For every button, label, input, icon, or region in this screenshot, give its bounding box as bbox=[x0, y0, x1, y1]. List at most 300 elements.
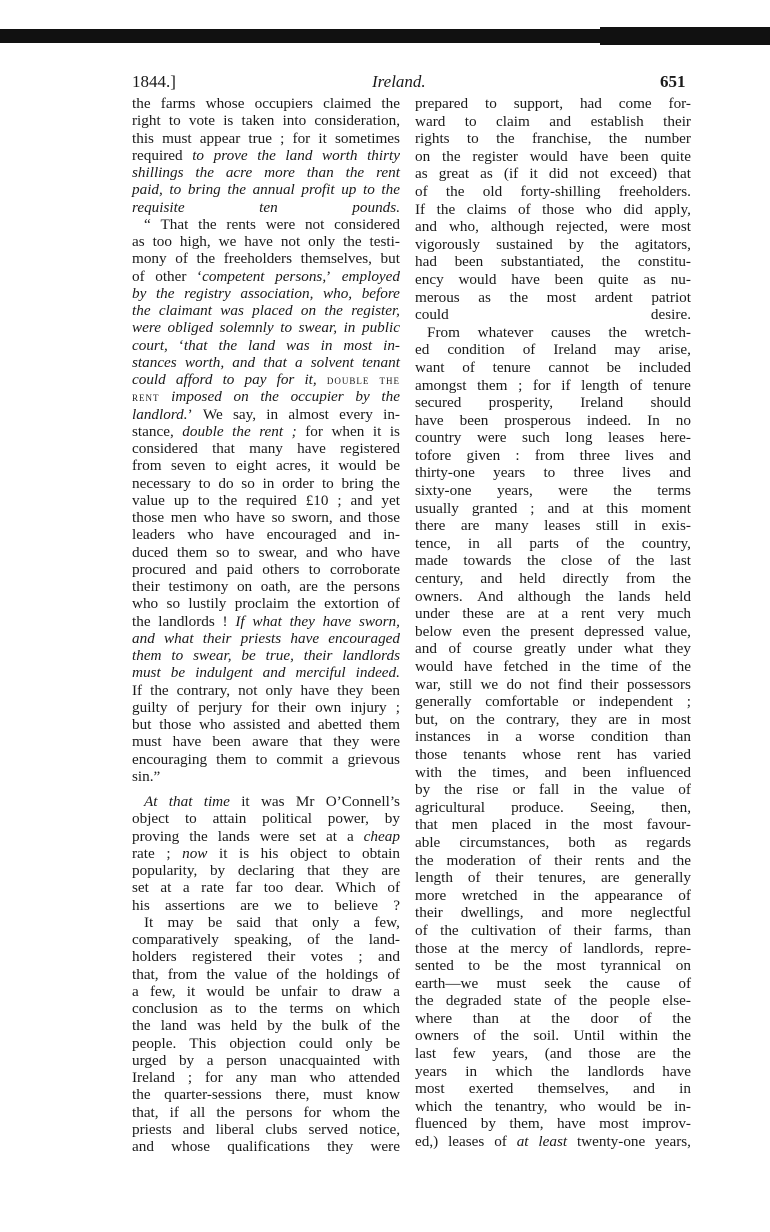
word bbox=[464, 658, 493, 676]
text-segment: them bbox=[477, 376, 508, 394]
text-segment: ; bbox=[337, 491, 342, 509]
text-segment: could desire. bbox=[415, 306, 691, 324]
word bbox=[132, 526, 175, 543]
text-line bbox=[415, 940, 691, 958]
word bbox=[473, 640, 513, 658]
text-segment: most bbox=[661, 710, 691, 728]
word bbox=[308, 1121, 348, 1138]
word bbox=[248, 337, 275, 354]
text-segment: the bbox=[464, 1097, 483, 1115]
text-segment: have bbox=[225, 526, 255, 544]
word bbox=[341, 181, 356, 198]
text-segment: it bbox=[186, 982, 196, 1000]
text-segment: were bbox=[265, 215, 296, 233]
word bbox=[383, 526, 400, 543]
text-segment: registered bbox=[192, 948, 253, 966]
word bbox=[161, 1017, 187, 1034]
word bbox=[518, 377, 522, 395]
word bbox=[132, 966, 159, 983]
text-segment: lustily bbox=[188, 595, 227, 613]
text-segment: when bbox=[331, 422, 365, 440]
text-segment: other bbox=[155, 267, 187, 285]
word bbox=[529, 165, 537, 183]
text-segment: quite bbox=[598, 270, 629, 288]
text-segment: leaders bbox=[132, 526, 176, 544]
word bbox=[662, 1063, 691, 1081]
text-segment: the bbox=[381, 1017, 400, 1035]
word bbox=[415, 922, 428, 940]
italic-text-segment: the bbox=[324, 302, 343, 319]
text-segment: then, bbox=[661, 798, 691, 816]
text-segment: be bbox=[606, 358, 621, 376]
text-segment: both bbox=[568, 833, 596, 851]
text-line bbox=[132, 578, 400, 595]
word bbox=[520, 183, 600, 201]
text-line bbox=[132, 199, 400, 216]
word bbox=[596, 517, 619, 535]
italic-text-segment: least bbox=[538, 1133, 568, 1151]
text-segment: dwellings, bbox=[460, 904, 524, 922]
word bbox=[187, 526, 213, 543]
word bbox=[333, 733, 359, 750]
word bbox=[415, 429, 461, 447]
text-segment: fetched bbox=[503, 658, 549, 675]
word bbox=[481, 1115, 496, 1133]
word bbox=[215, 457, 227, 474]
italic-text-segment: them bbox=[132, 647, 162, 664]
word bbox=[132, 751, 207, 768]
text-segment: the bbox=[258, 1000, 278, 1017]
word bbox=[477, 781, 499, 799]
text-segment: conclusion bbox=[132, 1000, 198, 1017]
text-segment: from bbox=[167, 965, 198, 983]
word bbox=[459, 834, 549, 852]
text-segment: a bbox=[561, 605, 569, 623]
text-segment: of bbox=[176, 698, 190, 716]
word bbox=[189, 1035, 216, 1052]
text-segment: object bbox=[289, 844, 328, 862]
word bbox=[624, 640, 654, 658]
italic-text-segment: obliged bbox=[167, 319, 214, 337]
text-segment: mercy bbox=[510, 939, 549, 957]
word bbox=[216, 544, 230, 561]
text-segment: unacquainted bbox=[279, 1051, 361, 1069]
text-line bbox=[415, 1045, 691, 1063]
text-segment: it bbox=[318, 129, 327, 147]
word bbox=[188, 595, 226, 612]
word bbox=[189, 828, 208, 845]
word bbox=[293, 1017, 312, 1034]
italic-text-segment: the bbox=[257, 146, 276, 164]
word bbox=[132, 164, 183, 181]
text-segment: as bbox=[415, 165, 428, 183]
word bbox=[595, 852, 625, 870]
italic-text-segment: persons, bbox=[275, 267, 327, 285]
small-caps-text-segment: double bbox=[326, 372, 370, 387]
word bbox=[453, 1045, 476, 1063]
text-segment: although bbox=[490, 218, 545, 236]
word bbox=[466, 447, 500, 465]
text-segment: If bbox=[415, 200, 426, 218]
word bbox=[510, 289, 529, 307]
text-segment: the bbox=[198, 215, 217, 233]
text-segment: too bbox=[152, 233, 172, 250]
word bbox=[307, 862, 330, 879]
text-segment: were bbox=[476, 429, 507, 447]
text-segment: notice, bbox=[359, 1120, 400, 1138]
word bbox=[615, 834, 628, 852]
text-segment: they bbox=[570, 710, 597, 728]
word bbox=[458, 940, 469, 958]
text-segment: earth—we bbox=[415, 974, 479, 992]
word bbox=[495, 957, 509, 975]
text-segment: so bbox=[241, 474, 255, 492]
text-segment: war, bbox=[415, 675, 441, 693]
text-segment: which bbox=[415, 1097, 453, 1115]
word bbox=[268, 948, 296, 965]
word bbox=[663, 113, 691, 131]
text-segment: appearance bbox=[594, 886, 663, 904]
italic-text-segment: more bbox=[264, 164, 295, 181]
text-segment: state bbox=[513, 992, 542, 1010]
word bbox=[195, 664, 252, 681]
text-segment: would bbox=[415, 658, 453, 675]
word bbox=[288, 406, 329, 423]
word bbox=[132, 406, 193, 423]
word bbox=[608, 429, 644, 447]
italic-text-segment: that bbox=[168, 793, 193, 810]
word bbox=[226, 526, 255, 543]
text-segment: that, bbox=[132, 965, 159, 983]
text-segment: as bbox=[480, 165, 493, 183]
text-segment: and bbox=[132, 1138, 154, 1155]
text-segment: be bbox=[207, 913, 223, 931]
text-segment: many bbox=[249, 440, 283, 457]
word bbox=[132, 354, 177, 371]
word bbox=[462, 623, 491, 641]
word bbox=[630, 377, 643, 395]
text-segment: a bbox=[331, 750, 339, 768]
word bbox=[162, 130, 192, 147]
word bbox=[415, 658, 453, 676]
word bbox=[578, 640, 613, 658]
word bbox=[500, 1027, 519, 1045]
italic-text-segment: by bbox=[132, 284, 147, 302]
word bbox=[212, 733, 241, 750]
word bbox=[668, 165, 691, 183]
text-segment: and bbox=[549, 112, 572, 130]
text-segment: have bbox=[463, 658, 493, 675]
text-segment: at bbox=[537, 605, 549, 623]
text-segment: ed,) bbox=[415, 1133, 439, 1151]
italic-text-segment: for bbox=[276, 371, 295, 388]
text-line bbox=[132, 492, 400, 509]
word bbox=[295, 879, 324, 896]
text-line bbox=[132, 699, 400, 716]
word bbox=[311, 948, 343, 965]
text-segment: £10 bbox=[305, 491, 329, 509]
word bbox=[415, 781, 430, 799]
word bbox=[132, 147, 183, 164]
word bbox=[288, 716, 310, 733]
word bbox=[362, 354, 400, 371]
word bbox=[574, 922, 602, 940]
word bbox=[672, 1045, 691, 1063]
text-segment: that bbox=[668, 165, 691, 183]
word bbox=[197, 250, 216, 267]
text-segment: owners. bbox=[415, 587, 463, 605]
word bbox=[654, 623, 691, 641]
word bbox=[461, 904, 524, 922]
text-segment: considered bbox=[334, 215, 400, 233]
text-segment: said bbox=[236, 913, 261, 931]
word bbox=[296, 664, 346, 681]
text-segment: paid bbox=[226, 560, 253, 578]
text-segment: any bbox=[235, 1069, 258, 1086]
text-segment: it bbox=[320, 457, 329, 475]
word bbox=[649, 658, 662, 676]
word bbox=[276, 966, 289, 983]
text-segment: bring bbox=[341, 474, 374, 492]
text-segment: Ireland bbox=[580, 394, 624, 412]
text-line bbox=[132, 966, 400, 983]
word bbox=[582, 764, 611, 782]
italic-text-segment: land bbox=[285, 146, 313, 164]
word bbox=[179, 337, 208, 354]
word bbox=[329, 983, 341, 1000]
word bbox=[132, 1035, 176, 1052]
text-segment: the bbox=[608, 323, 627, 341]
text-segment: would bbox=[529, 147, 568, 165]
word bbox=[276, 457, 311, 474]
word bbox=[415, 148, 430, 166]
word bbox=[275, 268, 331, 285]
text-segment: although bbox=[517, 587, 571, 605]
word bbox=[132, 983, 139, 1000]
word bbox=[132, 423, 174, 440]
word bbox=[381, 95, 400, 112]
word bbox=[132, 181, 163, 198]
text-segment: farms bbox=[160, 95, 196, 112]
word bbox=[496, 869, 524, 887]
text-segment: their bbox=[590, 675, 619, 693]
text-line bbox=[415, 377, 691, 395]
text-segment: the bbox=[672, 1009, 691, 1027]
text-segment: and bbox=[305, 543, 328, 561]
word bbox=[606, 500, 628, 518]
word bbox=[492, 1045, 528, 1063]
word bbox=[327, 1138, 353, 1155]
word bbox=[573, 781, 585, 799]
word bbox=[132, 1017, 151, 1034]
text-segment: : bbox=[515, 446, 520, 464]
text-segment: here- bbox=[659, 429, 691, 447]
word bbox=[509, 1115, 543, 1133]
word bbox=[415, 1080, 445, 1098]
word bbox=[642, 535, 691, 553]
text-segment: rate bbox=[132, 844, 155, 862]
text-segment: quarter-sessions bbox=[164, 1086, 262, 1104]
word bbox=[473, 1027, 486, 1045]
text-segment: even bbox=[462, 622, 492, 640]
text-segment: held bbox=[519, 570, 546, 588]
text-segment: terms bbox=[657, 482, 691, 500]
italic-text-segment: shillings bbox=[132, 164, 184, 181]
word bbox=[150, 682, 169, 699]
text-segment: such bbox=[522, 429, 550, 447]
text-segment: the bbox=[598, 781, 618, 799]
text-segment: their bbox=[278, 698, 306, 716]
word bbox=[661, 517, 691, 535]
word bbox=[195, 164, 214, 181]
word bbox=[601, 957, 662, 975]
text-segment: very bbox=[617, 605, 645, 623]
word bbox=[672, 1027, 691, 1045]
text-segment: rejected, bbox=[556, 218, 608, 236]
word bbox=[339, 509, 361, 526]
text-segment: testi- bbox=[369, 233, 400, 250]
text-segment: the bbox=[415, 851, 434, 869]
small-caps-text-segment: rent bbox=[132, 389, 160, 405]
text-segment: extortion bbox=[324, 595, 379, 613]
word bbox=[144, 216, 151, 233]
text-segment: if bbox=[561, 376, 571, 394]
word bbox=[281, 233, 300, 250]
text-segment: have bbox=[244, 233, 273, 250]
text-segment: who, bbox=[448, 218, 479, 236]
word bbox=[166, 845, 170, 862]
text-segment: been bbox=[212, 733, 242, 751]
word bbox=[257, 147, 276, 164]
text-segment: else- bbox=[662, 992, 691, 1010]
word bbox=[132, 630, 155, 647]
word bbox=[169, 112, 181, 129]
word bbox=[144, 793, 158, 810]
text-segment: at bbox=[582, 499, 594, 517]
text-segment: is bbox=[389, 422, 400, 440]
text-segment: ; bbox=[280, 129, 285, 147]
text-segment: from bbox=[534, 446, 565, 464]
word bbox=[132, 613, 151, 630]
word bbox=[197, 1017, 221, 1034]
word bbox=[480, 676, 498, 694]
word bbox=[236, 914, 260, 931]
text-line bbox=[415, 869, 691, 887]
word bbox=[669, 464, 691, 482]
word bbox=[495, 1098, 548, 1116]
text-segment: exceed) bbox=[609, 165, 658, 183]
word bbox=[378, 948, 400, 965]
word bbox=[324, 302, 343, 319]
text-segment: who bbox=[203, 509, 230, 526]
word bbox=[326, 828, 337, 845]
word bbox=[218, 828, 250, 845]
word bbox=[301, 302, 316, 319]
text-segment: the bbox=[578, 992, 598, 1010]
text-segment: course bbox=[472, 640, 513, 658]
text-line bbox=[415, 605, 691, 623]
word bbox=[252, 733, 288, 750]
text-segment: what bbox=[623, 640, 654, 658]
text-segment: in- bbox=[383, 405, 400, 423]
text-segment: country, bbox=[641, 534, 691, 552]
text-line bbox=[415, 1098, 691, 1116]
text-line bbox=[415, 464, 691, 482]
text-segment: the bbox=[206, 965, 226, 983]
text-line bbox=[132, 914, 400, 931]
italic-text-segment: to bbox=[280, 319, 293, 337]
text-line bbox=[415, 975, 691, 993]
word bbox=[343, 862, 369, 879]
word bbox=[339, 406, 373, 423]
word bbox=[617, 605, 644, 623]
text-segment: prosperity, bbox=[488, 394, 553, 412]
word bbox=[231, 1017, 257, 1034]
text-segment: but bbox=[132, 716, 152, 733]
word bbox=[322, 475, 334, 492]
word bbox=[665, 640, 691, 658]
word bbox=[517, 1133, 529, 1151]
text-segment: of bbox=[678, 886, 691, 904]
word bbox=[447, 341, 504, 359]
word bbox=[322, 147, 357, 164]
word bbox=[168, 914, 194, 931]
text-segment: who bbox=[132, 595, 159, 613]
word bbox=[132, 440, 198, 457]
text-segment: considered bbox=[132, 440, 198, 457]
text-segment: true bbox=[248, 129, 273, 147]
word bbox=[588, 1063, 645, 1081]
word bbox=[501, 623, 520, 641]
word bbox=[551, 324, 591, 342]
text-segment: the bbox=[500, 1027, 519, 1045]
word bbox=[514, 95, 563, 113]
text-segment: the bbox=[381, 1103, 400, 1121]
word bbox=[608, 552, 621, 570]
text-segment: injury bbox=[350, 698, 387, 716]
word bbox=[210, 1000, 223, 1017]
text-segment: their bbox=[132, 578, 160, 595]
word bbox=[506, 711, 559, 729]
word bbox=[672, 570, 691, 588]
text-segment: ; bbox=[166, 844, 171, 862]
word bbox=[277, 371, 295, 388]
word bbox=[183, 1121, 205, 1138]
small-caps-text-segment: the bbox=[379, 372, 400, 387]
text-segment: ‘ bbox=[197, 267, 203, 285]
word bbox=[220, 319, 274, 336]
italic-text-segment: the bbox=[345, 164, 365, 181]
word bbox=[371, 544, 400, 561]
text-segment: attain bbox=[212, 810, 247, 828]
word bbox=[309, 1069, 335, 1086]
text-segment: establish bbox=[590, 112, 644, 130]
word bbox=[387, 595, 400, 612]
word bbox=[183, 879, 190, 896]
word bbox=[296, 793, 315, 810]
word bbox=[627, 676, 691, 694]
word bbox=[359, 1121, 400, 1138]
text-segment: freeholders bbox=[223, 250, 293, 268]
text-segment: time bbox=[611, 658, 639, 675]
text-segment: as bbox=[209, 1000, 223, 1017]
word bbox=[533, 377, 551, 395]
word bbox=[657, 482, 691, 500]
text-line bbox=[415, 201, 691, 219]
word bbox=[623, 201, 642, 219]
text-line bbox=[132, 268, 400, 285]
text-segment: for bbox=[303, 1103, 322, 1121]
